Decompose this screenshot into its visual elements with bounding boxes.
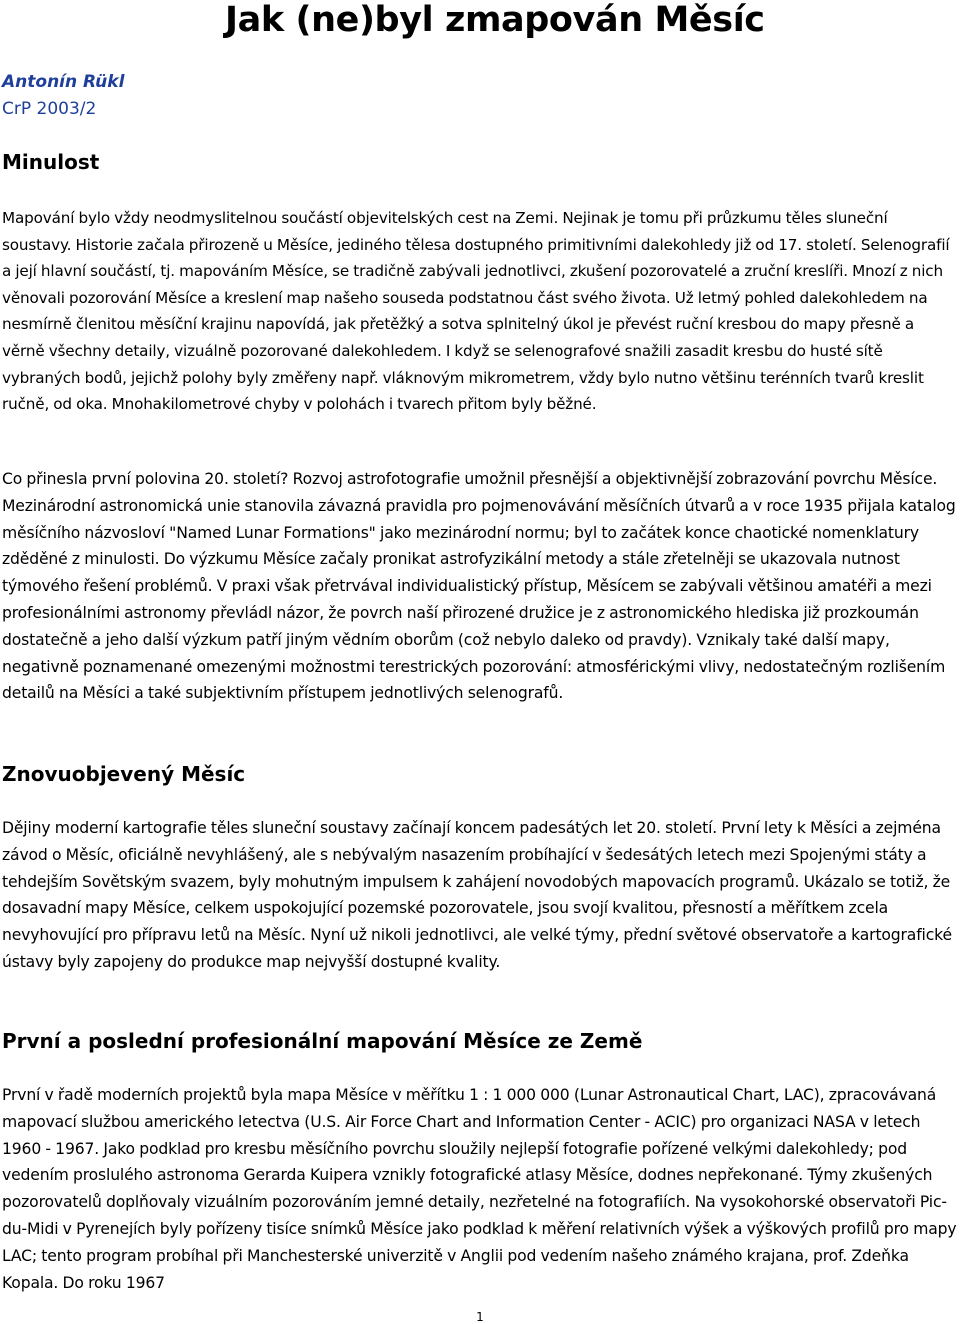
section-heading-minulost: Minulost bbox=[2, 150, 100, 174]
paragraph: Dějiny moderní kartografie těles sluneční soustavy začínají koncem padesátých let 20. století. První lety k Měsíci a zejména závod o Měsíc, oficiálně nevyhlášený, ale s nebývalým nasazením probíhající v šedesátých letech mezi Spojenými státy a tehdejším Sovětským svazem, byly mohutným impulsem k zahájení novodobých mapovacích programů. Ukázalo se totiž, že dosavadní mapy Měsíce, celkem uspokojující pozemské pozorovatele, jsou svojí kvalitou, přesností a měřítkem zcela nevyhovující pro přípravu letů na Měsíc. Nyní už nikoli jednotlivci, ale velké týmy, přední světové observatoře a kartografické ústavy byly zapojeny do produkce map nejvyšší dostupné kvality. bbox=[2, 819, 952, 971]
document-title: Jak (ne)byl zmapován Měsíc bbox=[225, 0, 765, 40]
paragraph: První v řadě moderních projektů byla mapa Měsíce v měřítku 1 : 1 000 000 (Lunar Astronautical Chart, LAC), zpracovávaná mapovací službou amerického letectva (U.S. Air Force Chart and Information Center - ACIC) pro organizaci NASA v letech 1960 - 1967. Jako podklad pro kresbu měsíčního povrchu sloužily nejlepší fotografie pořízené velkými dalekohledy; pod vedením proslulého astronoma Gerarda Kuipera vznikly fotografické atlasy Měsíce, dodnes nepřekonané. Týmy zkušených pozorovatelů doplňovaly vizuálním pozorováním jemné detaily, nezřetelné na fotografiích. Na vysokohorské observatoři Pic-du-Midi v Pyrenejích byly pořízeny tisíce snímků Měsíce jako podklad k měření relativních výšek a výškových profilů pro mapy LAC; tento program probíhal při Manchesterské univerzitě v Anglii pod vedením našeho známého krajana, prof. Zdeňka Kopala. Do roku 1967 bbox=[2, 1086, 957, 1292]
page-number: 1 bbox=[476, 1310, 484, 1324]
publication-source: CrP 2003/2 bbox=[2, 99, 97, 119]
paragraph: Co přinesla první polovina 20. století? Rozvoj astrofotografie umožnil přesnější a objektivnější zobrazování povrchu Měsíce. Mezinárodní astronomická unie stanovila závazná pravidla pro pojmenovávání měsíčních útvarů a v roce 1935 přijala katalog měsíčního názvosloví "Named Lunar Formations" jako mezinárodní normu; byl to začátek konce chaotické nomenklatury zděděné z minulosti. Do výzkumu Měsíce začaly pronikat astrofyzikální metody a stále zřetelněji se ukazovala nutnost týmového řešení problémů. V praxi však přetrvával individualistický přístup, Měsícem se zabývali většinou amatéři a mezi profesionálními astronomy převládl názor, že povrch naší přirozené družice je z astronomického hlediska již prozkoumán dostatečně a jeho další výzkum patří jiným vědním oborům (což nebylo daleko od pravdy). Vznikaly také další mapy, negativně poznamenané omezenými možnostmi terestrických pozorování: atmosférickými vlivy, nedostatečným rozlišením detailů na Měsíci a také subjektivním přístupem jednotlivých selenografů. bbox=[2, 470, 956, 703]
section-heading-znovuobjeveny-mesic: Znovuobjevený Měsíc bbox=[2, 762, 246, 786]
author-name: Antonín Rükl bbox=[2, 72, 125, 92]
section-heading-profesionalni-mapovani: První a poslední profesionální mapování Měsíce ze Země bbox=[2, 1029, 643, 1053]
paragraph: Mapování bylo vždy neodmyslitelnou součástí objevitelských cest na Zemi. Nejinak je tomu při průzkumu těles sluneční soustavy. Historie začala přirozeně u Měsíce, jediného tělesa dostupného primitivními dalekohledy již od 17. století. Selenografií a její hlavní součástí, tj. mapováním Měsíce, se tradičně zabývali jednotlivci, zkušení pozorovatelé a zruční kreslíři. Mnozí z nich věnovali pozorování Měsíce a kreslení map našeho souseda podstatnou část svého života. Už letmý pohled dalekohledem na nesmírně členitou měsíční krajinu napovídá, jak přetěžký a sotva splnitelný úkol je převést ruční kresbou do mapy přesně a věrně všechny detaily, vizuálně pozorované dalekohledem. I když se selenografové snažili zasadit kresbu do husté sítě vybraných bodů, jejichž polohy byly změřeny např. vláknovým mikrometrem, vždy bylo nutno většinu terénních tvarů kreslit ručně, od oka. Mnohakilometrové chyby v polohách i tvarech přitom byly běžné. bbox=[2, 209, 950, 414]
